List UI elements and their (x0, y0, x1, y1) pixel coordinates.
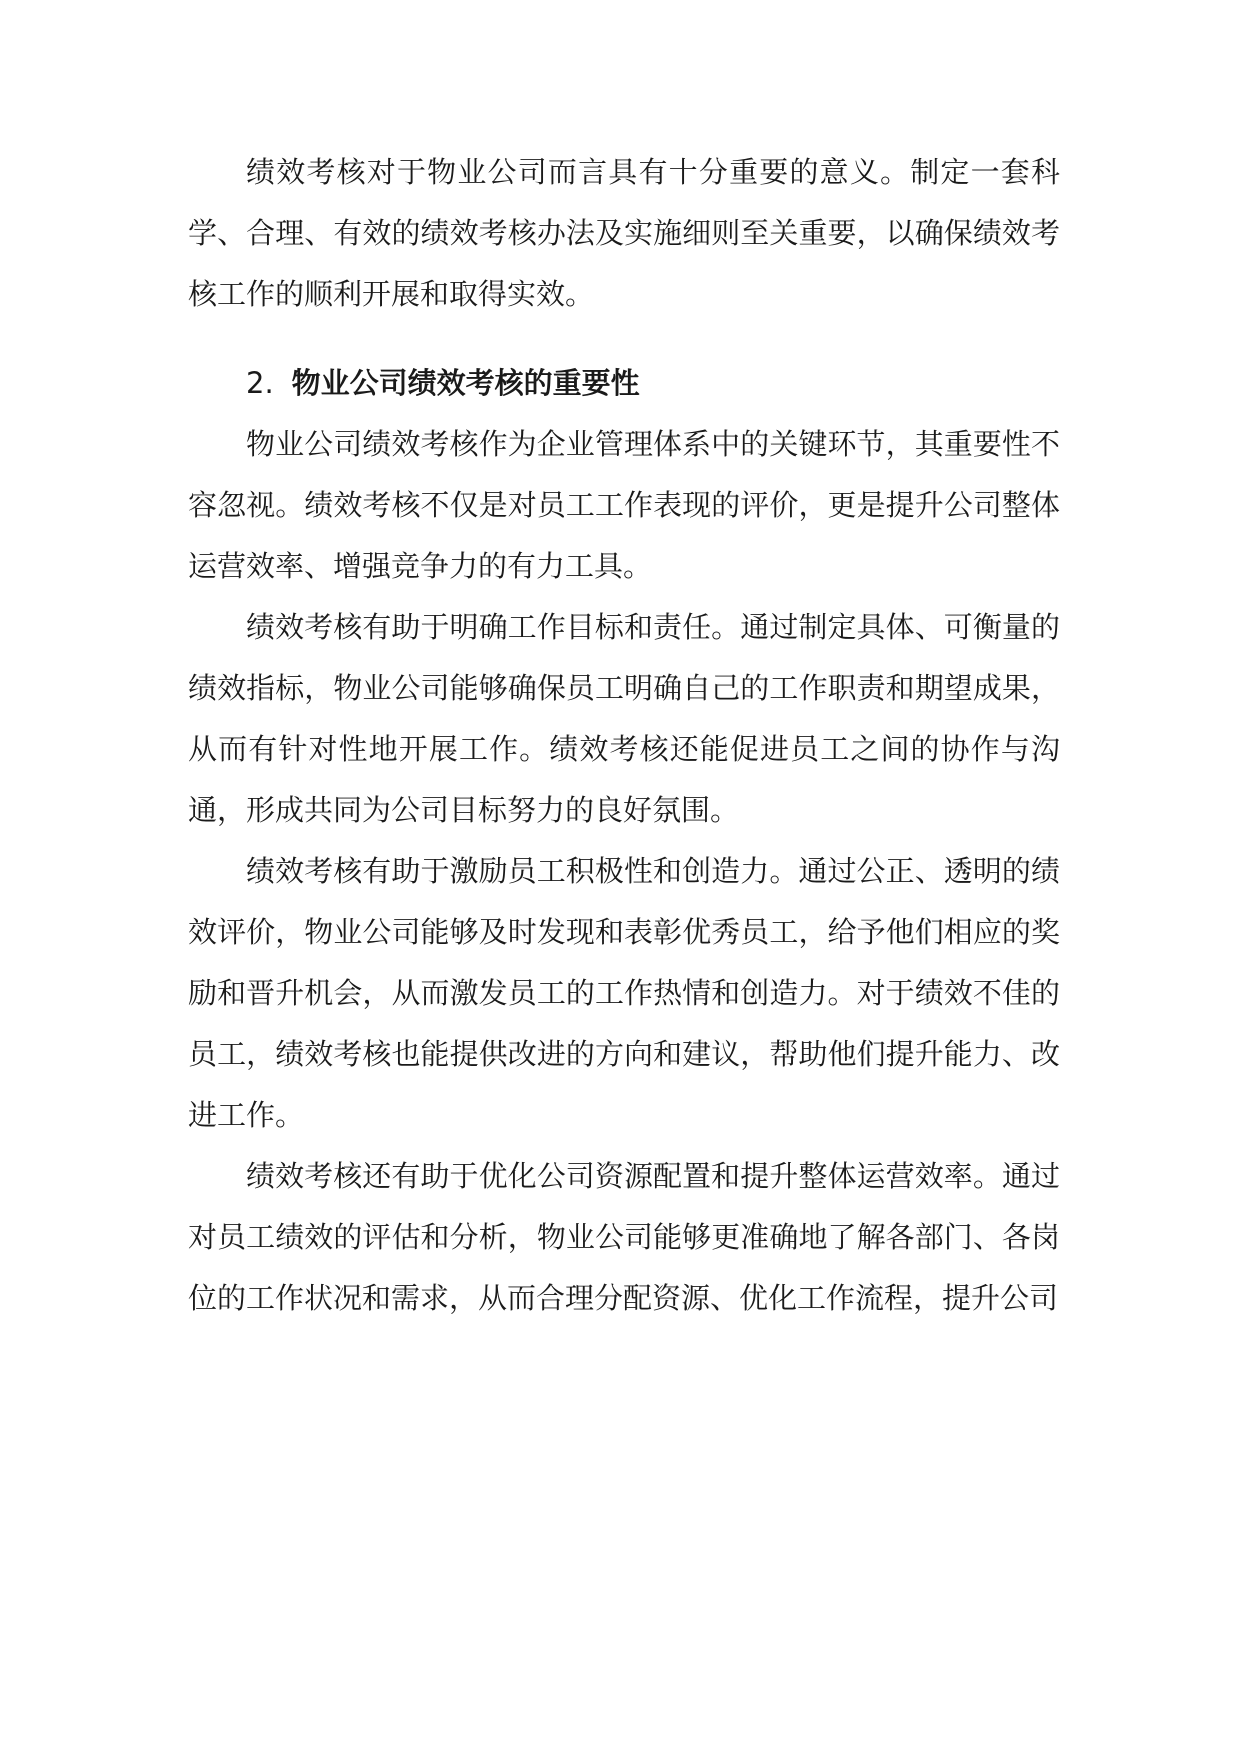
section-heading (188, 353, 1060, 414)
section-title: 物业公司绩效考核的重要性 (291, 366, 640, 400)
body-paragraph-3: 绩效考核有助于激励员工积极性和创造力。通过公正、透明的绩效评价，物业公司能够及时发现和表彰优秀员工，给予他们相应的奖励和晋升机会，从而激发员工的工作热情和创造力。对于绩效不佳的员工，绩效考核也能提供改进的方向和建议，帮助他们提升能力、改进工作。 (188, 854, 1060, 1132)
section-number: 2. (246, 366, 274, 400)
intro-paragraph: 绩效考核对于物业公司而言具有十分重要的意义。制定一套科学、合理、有效的绩效考核办法及实施细则至关重要，以确保绩效考核工作的顺利开展和取得实效。 (188, 155, 1060, 311)
document-body (188, 142, 1060, 1329)
body-paragraph-2: 绩效考核有助于明确工作目标和责任。通过制定具体、可衡量的绩效指标，物业公司能够确保员工明确自己的工作职责和期望成果，从而有针对性地开展工作。绩效考核还能促进员工之间的协作与沟通，形成共同为公司目标努力的良好氛围。 (188, 610, 1060, 827)
body-paragraph-4: 绩效考核还有助于优化公司资源配置和提升整体运营效率。通过对员工绩效的评估和分析，物业公司能够更准确地了解各部门、各岗位的工作状况和需求，从而合理分配资源、优化工作流程，提升公司 (188, 1159, 1060, 1315)
body-paragraph-1: 物业公司绩效考核作为企业管理体系中的关键环节，其重要性不容忽视。绩效考核不仅是对员工工作表现的评价，更是提升公司整体运营效率、增强竞争力的有力工具。 (188, 427, 1060, 583)
